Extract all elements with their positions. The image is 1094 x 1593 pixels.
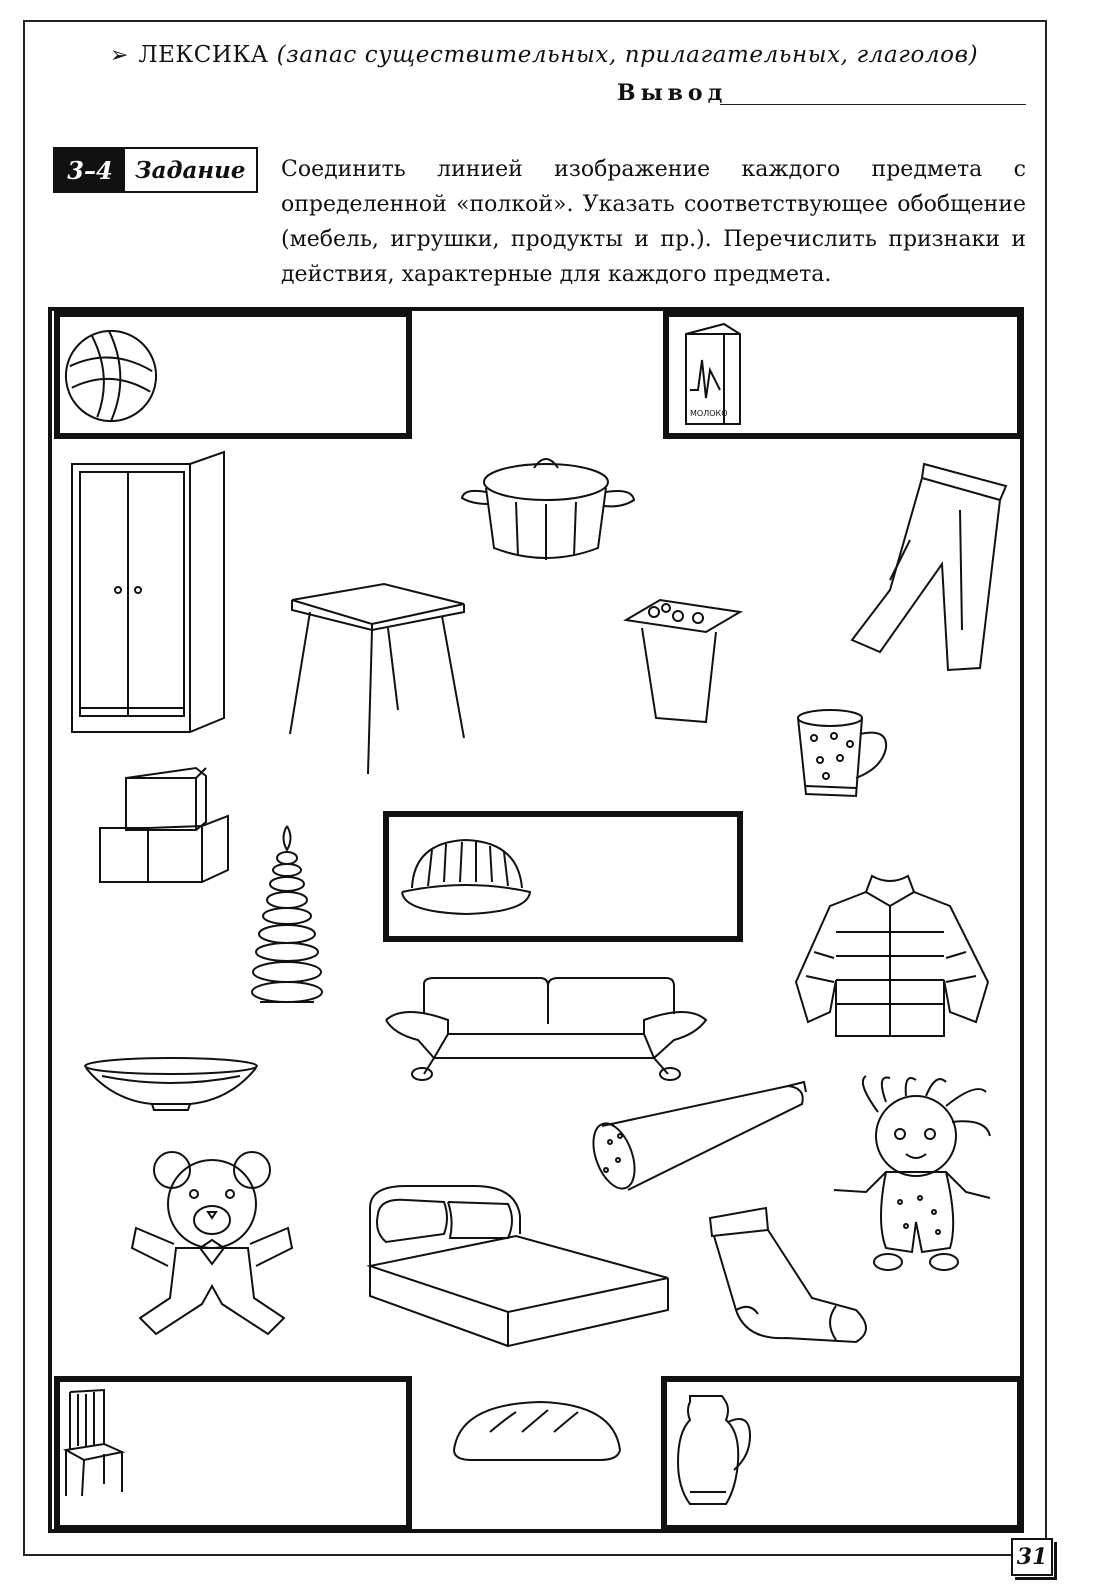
sofa-icon[interactable] <box>384 974 708 1090</box>
task-number: 3–4 <box>55 149 125 191</box>
bread-loaf-icon[interactable] <box>450 1398 624 1462</box>
task-label: Задание <box>125 149 256 191</box>
milk-carton-icon[interactable] <box>680 320 746 428</box>
section-subtitle: (запас существительных, прилагательных, глаголов) <box>276 42 979 68</box>
cooking-pot-icon[interactable] <box>458 448 636 564</box>
yogurt-cup-icon[interactable] <box>624 598 742 724</box>
knit-hat-icon[interactable] <box>398 838 534 918</box>
milk-carton-label: МОЛОКО <box>690 409 728 418</box>
task-instructions: Соединить линией изображение каждого предмета с определенной «полкой». Указать соответствующее обобщение (мебель, игрушки, продукты и пр.). Перечислить признаки и действия, характерные для каждого предмета. <box>281 157 1026 287</box>
bowl-icon[interactable] <box>82 1056 260 1112</box>
arrow-bullet-icon: ➢ <box>110 43 129 68</box>
conclusion-label: Вывод <box>617 80 728 106</box>
toy-blocks-icon[interactable] <box>98 766 230 886</box>
ball-icon[interactable] <box>62 327 160 425</box>
jug-icon[interactable] <box>676 1392 752 1508</box>
teddy-bear-icon[interactable] <box>128 1148 296 1336</box>
mug-icon[interactable] <box>794 708 890 808</box>
bed-icon[interactable] <box>366 1184 670 1350</box>
conclusion-answer-line[interactable] <box>720 104 1026 105</box>
section-title: ЛЕКСИКА <box>138 42 269 68</box>
wardrobe-icon[interactable] <box>70 450 226 736</box>
task-badge <box>53 147 258 193</box>
stool-icon[interactable] <box>288 582 468 776</box>
sock-icon[interactable] <box>706 1206 874 1346</box>
jacket-icon[interactable] <box>790 872 994 1040</box>
stacking-pyramid-icon[interactable] <box>250 824 324 1010</box>
trousers-icon[interactable] <box>850 460 1010 672</box>
chair-icon[interactable] <box>64 1388 124 1498</box>
sausage-icon[interactable] <box>592 1080 810 1194</box>
section-header <box>110 42 978 68</box>
page-number: 31 <box>1011 1538 1053 1576</box>
